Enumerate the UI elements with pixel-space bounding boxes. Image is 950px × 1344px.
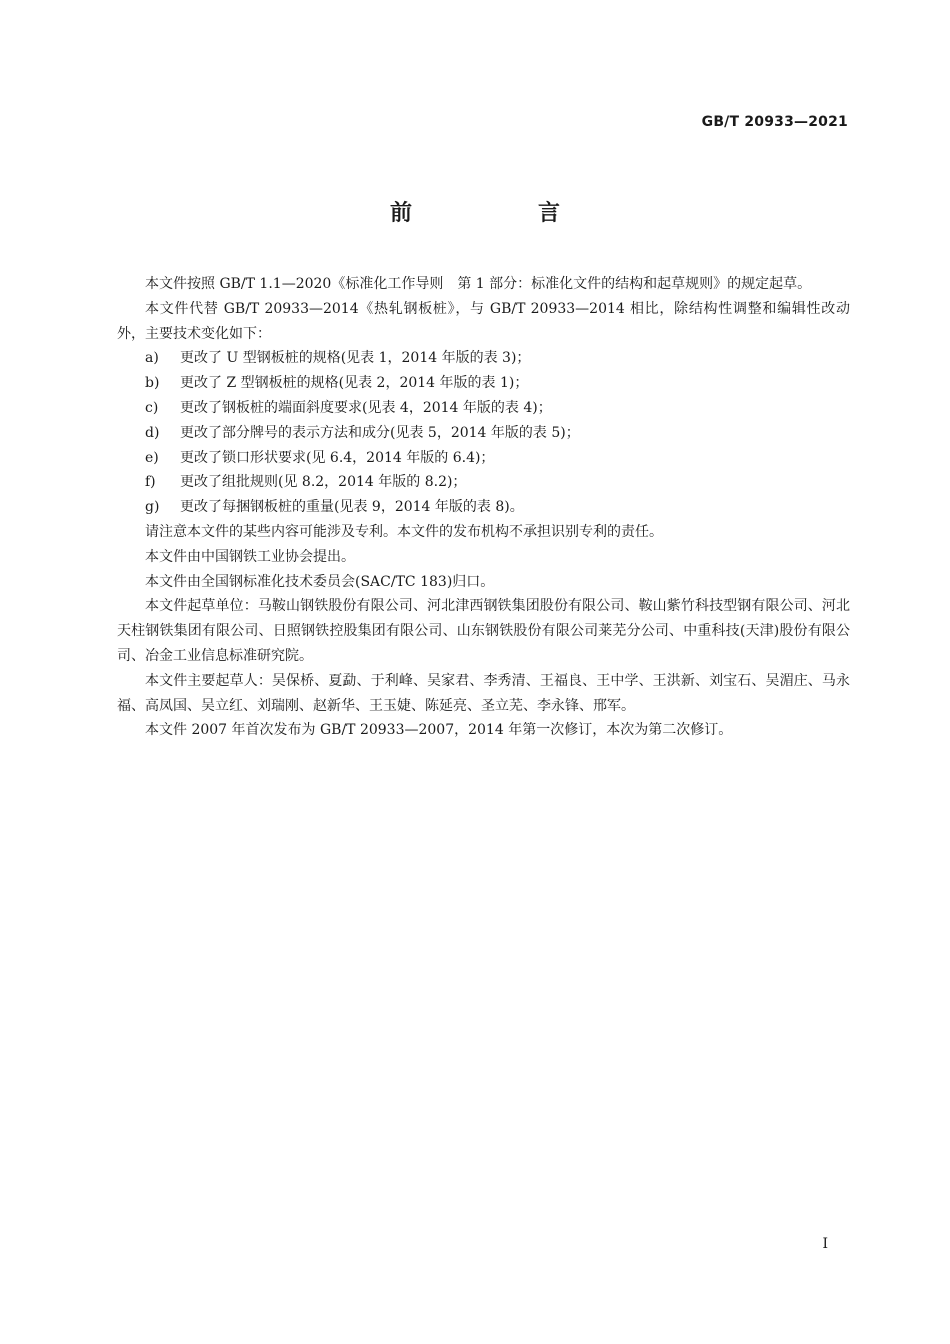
list-item-mark: d) xyxy=(145,424,160,441)
list-item-mark: b) xyxy=(145,375,160,392)
list-item-mark: c) xyxy=(145,399,159,416)
list-item-mark: e) xyxy=(145,449,159,466)
list-item xyxy=(117,470,850,495)
list-item-text: 更改了部分牌号的表示方法和成分(见表 5，2014 年版的表 5)； xyxy=(180,424,580,441)
list-item xyxy=(117,396,850,421)
list-item-text: 更改了每捆钢板桩的重量(见表 9，2014 年版的表 8)。 xyxy=(180,499,524,516)
paragraph-drafters: 本文件主要起草人：吴保桥、夏勐、于利峰、吴家君、李秀清、王福良、王中学、王洪新、刘宝石、吴湄庄、马永福、高凤国、吴立红、刘瑞刚、赵新华、王玉婕、陈延亮、圣立芜、李永锋、邢军。 xyxy=(117,672,850,714)
paragraph-drafting-rules: 本文件按照 GB/T 1.1—2020《标准化工作导则 第 1 部分：标准化文件的结构和起草规则》的规定起草。 xyxy=(145,276,812,292)
list-item xyxy=(117,346,850,371)
paragraph-replacement: 本文件代替 GB/T 20933—2014《热轧钢板桩》，与 GB/T 20933—2014 相比，除结构性调整和编辑性改动外，主要技术变化如下： xyxy=(117,300,850,342)
paragraph-committee: 本文件由全国钢标准化技术委员会(SAC/TC 183)归口。 xyxy=(145,573,495,590)
list-item xyxy=(117,371,850,396)
foreword-body xyxy=(117,272,850,743)
list-item-text: 更改了组批规则(见 8.2，2014 年版的 8.2)； xyxy=(180,474,467,491)
list-item-mark: g) xyxy=(145,499,160,516)
standard-code: GB/T 20933—2021 xyxy=(701,114,848,130)
list-item-text: 更改了 U 型钢板桩的规格(见表 1，2014 年版的表 3)； xyxy=(180,350,531,367)
paragraph-drafting-units: 本文件起草单位：马鞍山钢铁股份有限公司、河北津西钢铁集团股份有限公司、鞍山紫竹科技型钢有限公司、河北天柱钢铁集团有限公司、日照钢铁控股集团有限公司、山东钢铁股份有限公司莱芜分公司、中重科技(天津)股份有限公司、冶金工业信息标准研究院。 xyxy=(117,598,850,664)
list-item-text: 更改了钢板桩的端面斜度要求(见表 4，2014 年版的表 4)； xyxy=(180,399,552,416)
list-item xyxy=(117,421,850,446)
paragraph-history: 本文件 2007 年首次发布为 GB/T 20933—2007，2014 年第一次修订，本次为第二次修订。 xyxy=(145,722,733,739)
list-item-mark: f) xyxy=(145,474,156,491)
page-number: I xyxy=(822,1236,828,1252)
list-item xyxy=(117,446,850,471)
paragraph-patent-notice: 请注意本文件的某些内容可能涉及专利。本文件的发布机构不承担识别专利的责任。 xyxy=(145,523,663,540)
list-item-mark: a) xyxy=(145,350,159,367)
list-item-text: 更改了 Z 型钢板桩的规格(见表 2，2014 年版的表 1)； xyxy=(180,375,529,392)
list-item xyxy=(117,495,850,520)
page-title: 前 言 xyxy=(389,201,612,226)
paragraph-proposer: 本文件由中国钢铁工业协会提出。 xyxy=(145,548,355,565)
list-item-text: 更改了锁口形状要求(见 6.4，2014 年版的 6.4)； xyxy=(180,449,495,466)
